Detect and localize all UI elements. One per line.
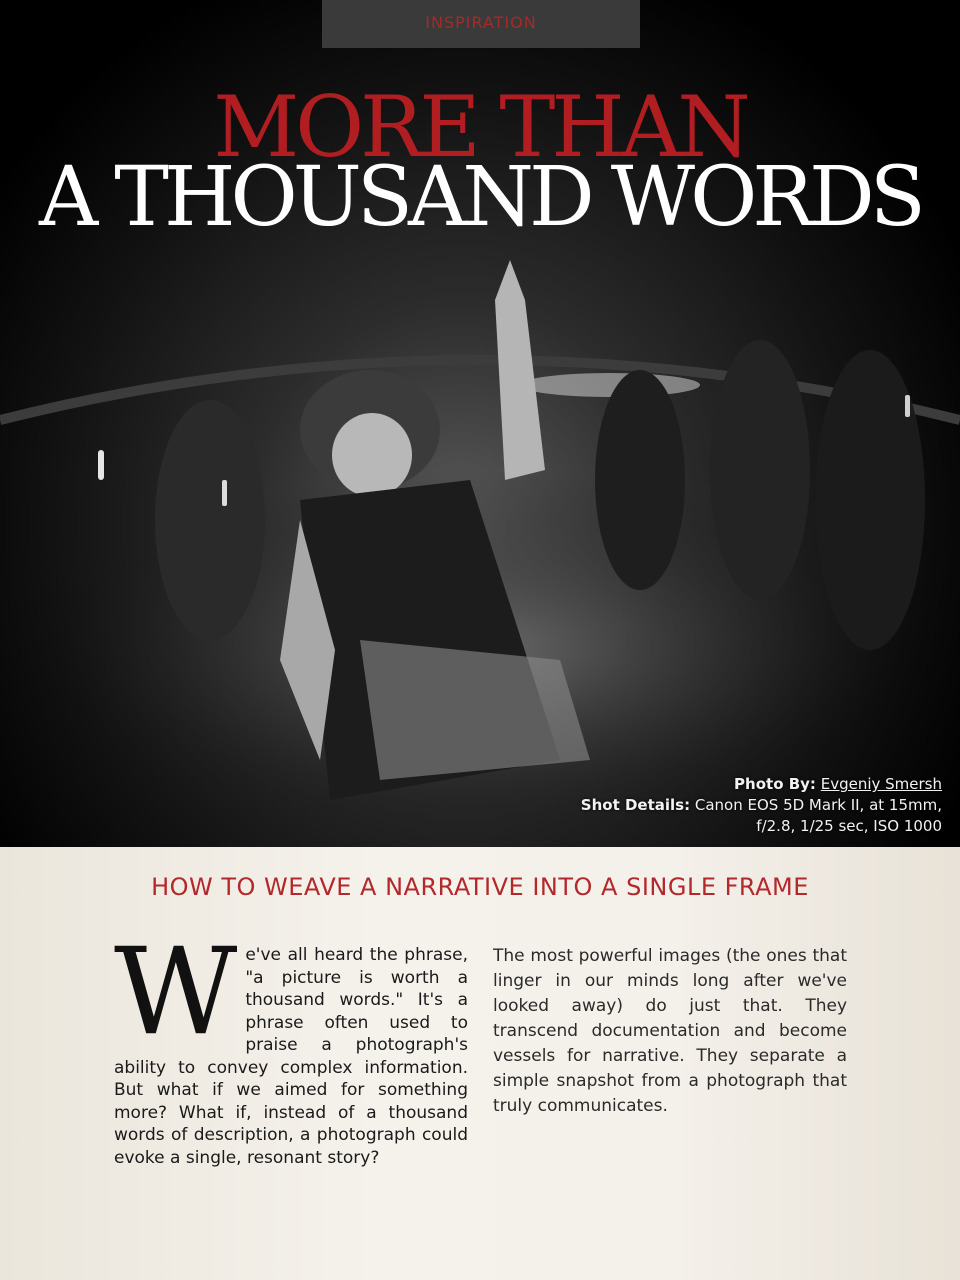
dancer-face (332, 413, 412, 497)
shot-details-value-2: f/2.8, 1/25 sec, ISO 1000 (756, 817, 942, 835)
plaid-shirt (360, 640, 590, 780)
title-line-1: MORE THAN (213, 78, 747, 176)
article-subheading: HOW TO WEAVE A NARRATIVE INTO A SINGLE FRAME (151, 873, 809, 901)
title-line-2: A THOUSAND WORDS (39, 150, 921, 245)
article-body (0, 847, 960, 1280)
photo-credits (382, 774, 942, 837)
section-tag: INSPIRATION (322, 0, 640, 48)
crowd-figure-right (710, 340, 810, 600)
crowd-figure-center (595, 370, 685, 590)
shot-details-line (382, 795, 942, 816)
photo-by-label: Photo By: (734, 775, 816, 793)
photo-by-line (382, 774, 942, 795)
crowd-figure-far-right (815, 350, 925, 650)
dancer-raised-arm (495, 260, 545, 480)
article-paragraph-1 (114, 923, 468, 1169)
article-paragraph-2: The most powerful images (the ones that linger in our minds long after we've looked away) do just that. They transcend documentation and become vessels for narrative. They separate a simple snapshot from a photograph that truly communicates. (493, 946, 847, 1116)
photographer-link[interactable]: Evgeniy Smersh (820, 775, 942, 793)
light-streak-1 (98, 450, 104, 480)
crowd-figure-left (155, 400, 265, 640)
shot-details-label: Shot Details: (580, 796, 691, 814)
ceiling-arc (0, 360, 960, 420)
light-streak-3 (905, 395, 910, 417)
shot-details-value-1: Canon EOS 5D Mark II, at 15mm, (694, 796, 942, 814)
stage-light (520, 373, 700, 397)
light-streak-2 (222, 480, 227, 506)
paragraph-1-text: e've all heard the phrase, "a picture is worth a thousand words." It's a phrase often used to praise a photograph's ability to convey complex information. But what if we aimed for something more? What if, instead of a thousand words of description, a photograph could evoke a single, resonant story? (114, 945, 468, 1168)
drop-cap: W (114, 923, 238, 1062)
